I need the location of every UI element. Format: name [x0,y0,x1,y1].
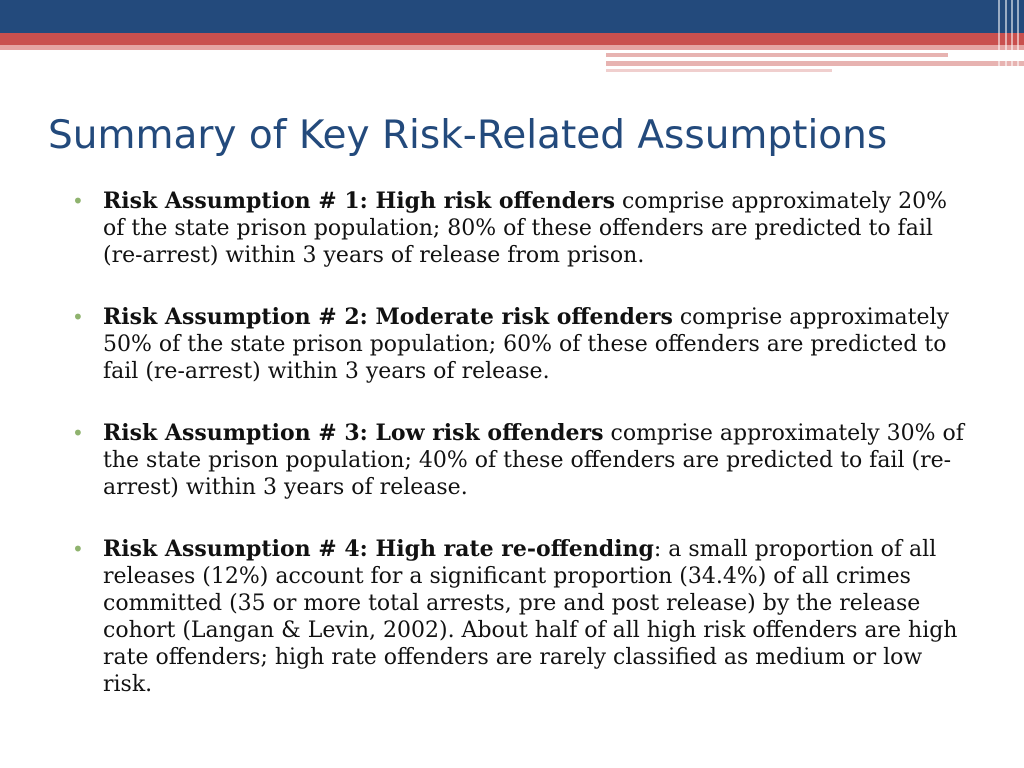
bullet-icon: • [72,537,84,561]
bullet-item [70,536,970,698]
bullet-item [70,420,970,501]
header-stripe [606,53,948,57]
bullet-text: comprise approximately 20% of the state prison population; 80% of these offenders are predicted to fail (re-arrest) within 3 years of release from prison. [103,189,947,268]
bullet-text: comprise approximately 30% of the state prison population; 40% of these offenders are predicted to fail (re-arrest) within 3 years of release. [103,421,964,500]
header-stripe [606,61,1024,66]
bullet-item [70,304,970,385]
bullet-label: Risk Assumption # 1: High risk offenders [103,188,615,214]
slide-title: Summary of Key Risk-Related Assumptions [48,113,888,158]
bullet-icon: • [72,305,84,329]
bullet-icon: • [72,189,84,213]
header-corner-lines [994,0,1024,68]
bullet-label: Risk Assumption # 3: Low risk offenders [103,420,604,446]
bullet-text: comprise approximately 50% of the state prison population; 60% of these offenders are predicted to fail (re-arrest) within 3 years of release. [103,305,949,384]
header-band-red [0,33,1024,45]
bullet-list [70,188,970,698]
header-band-pink [0,45,1024,50]
bullet-icon: • [72,421,84,445]
bullet-text: : a small proportion of all releases (12%) account for a significant proportion (34.4%) of all crimes committed (35 or more total arrests, pre and post release) by the release cohort (Langan & Levin, 2002). About half of all high risk offenders are high rate offenders; high rate offenders are rarely classified as medium or low risk. [103,537,958,697]
header-stripe [606,69,832,72]
bullet-item [70,188,970,269]
bullet-label: Risk Assumption # 2: Moderate risk offenders [103,304,673,330]
header-band-navy [0,0,1024,33]
bullet-label: Risk Assumption # 4: High rate re-offending [103,536,654,562]
